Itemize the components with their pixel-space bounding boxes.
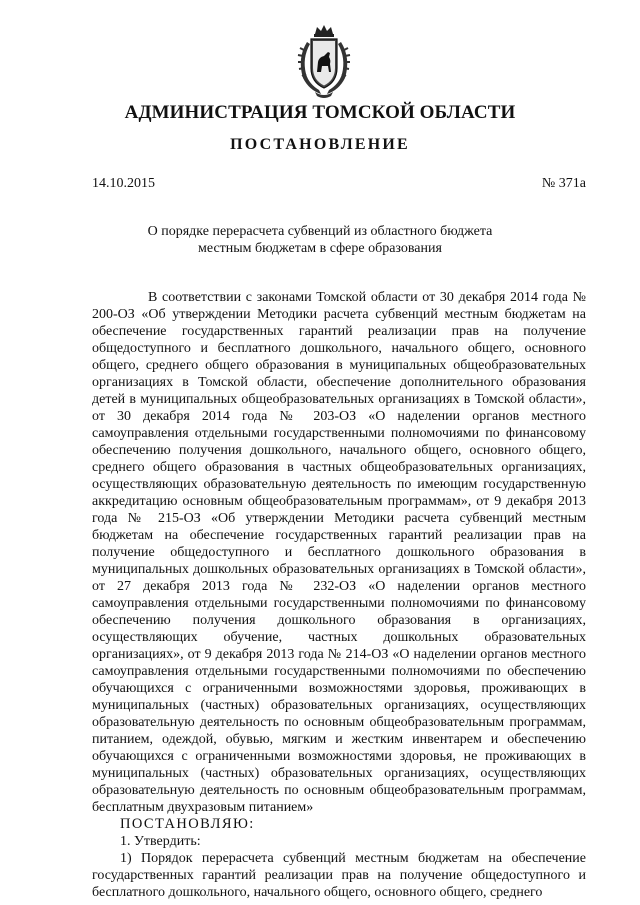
preamble-paragraph: В соответствии с законами Томской области от 30 декабря 2014 года № 200-ОЗ «Об утверждении Методики расчета субвенций местным бюджетам на обеспечение государственных гарантий реализации прав на получение общедоступного и бесплатного дошкольного, начального общего, основного общего, среднего общего образования в муниципальных общеобразовательных организациях в Томской области, обеспечение дополнительного образования детей в муниципальных общеобразовательных организациях в Томской области», от 30 декабря 2014 года № 203-ОЗ «О наделении органов местного самоуправления отдельными государственными полномочиями по финансовому обеспечению получения дошкольного, начального общего, основного общего, среднего общего образования в частных общеобразовательных организациях, осуществляющих образовательную деятельность по имеющим государственную аккредитацию основным общеобразовательным программам», от 9 декабря 2013 года № 215-ОЗ «Об утверждении Методики расчета субвенций местным бюджетам на обеспечение государственных гарантий реализации прав на получение общедоступного и бесплатного дошкольного образования в муниципальных дошкольных образовательных организациях в Томской области», от 27 декабря 2013 года № 232-ОЗ «О наделении органов местного самоуправления отдельными государственными полномочиями по финансовому обеспечению получения дошкольного образования в организациях, осуществляющих обучение, частных дошкольных образовательных организациях», от 9 декабря 2013 года № 214-ОЗ «О наделении органов местного самоуправления отдельными государственными полномочиями по обеспечению обучающихся с ограниченными возможностями здоровья, проживающих в муниципальных (частных) образовательных организациях, осуществляющих образовательную деятельность по основным общеобразовательным программам, питанием, одеждой, обувью, мягким и жестким инвентарем и обеспечению обучающихся с ограниченными возможностями здоровья, не проживающих в муниципальных (частных) образовательных организациях, осуществляющих образовательную деятельность по основным общеобразовательным программам, бесплатным двухразовым питанием» — [92, 290, 586, 815]
item-1-1: 1) Порядок перерасчета субвенций местным бюджетам на обеспечение государственных гарантий реализации прав на получение общедоступного и бесплатного дошкольного, начального общего, основного общего, среднего — [92, 851, 586, 900]
document-body — [92, 289, 586, 901]
document-date: 14.10.2015 — [92, 176, 155, 191]
subject-line-1: О порядке перерасчета субвенций из областного бюджета — [147, 224, 493, 239]
item-1: 1. Утвердить: — [120, 834, 201, 849]
tomsk-region-coat-of-arms-icon — [295, 24, 353, 100]
document-subject — [0, 223, 640, 257]
document-type-title: ПОСТАНОВЛЕНИЕ — [230, 136, 410, 153]
organization-title: АДМИНИСТРАЦИЯ ТОМСКОЙ ОБЛАСТИ — [124, 102, 516, 123]
subject-line-2: местным бюджетам в сфере образования — [198, 241, 442, 256]
document-number: № 371а — [541, 176, 586, 191]
decree-word: ПОСТАНОВЛЯЮ: — [120, 816, 255, 832]
